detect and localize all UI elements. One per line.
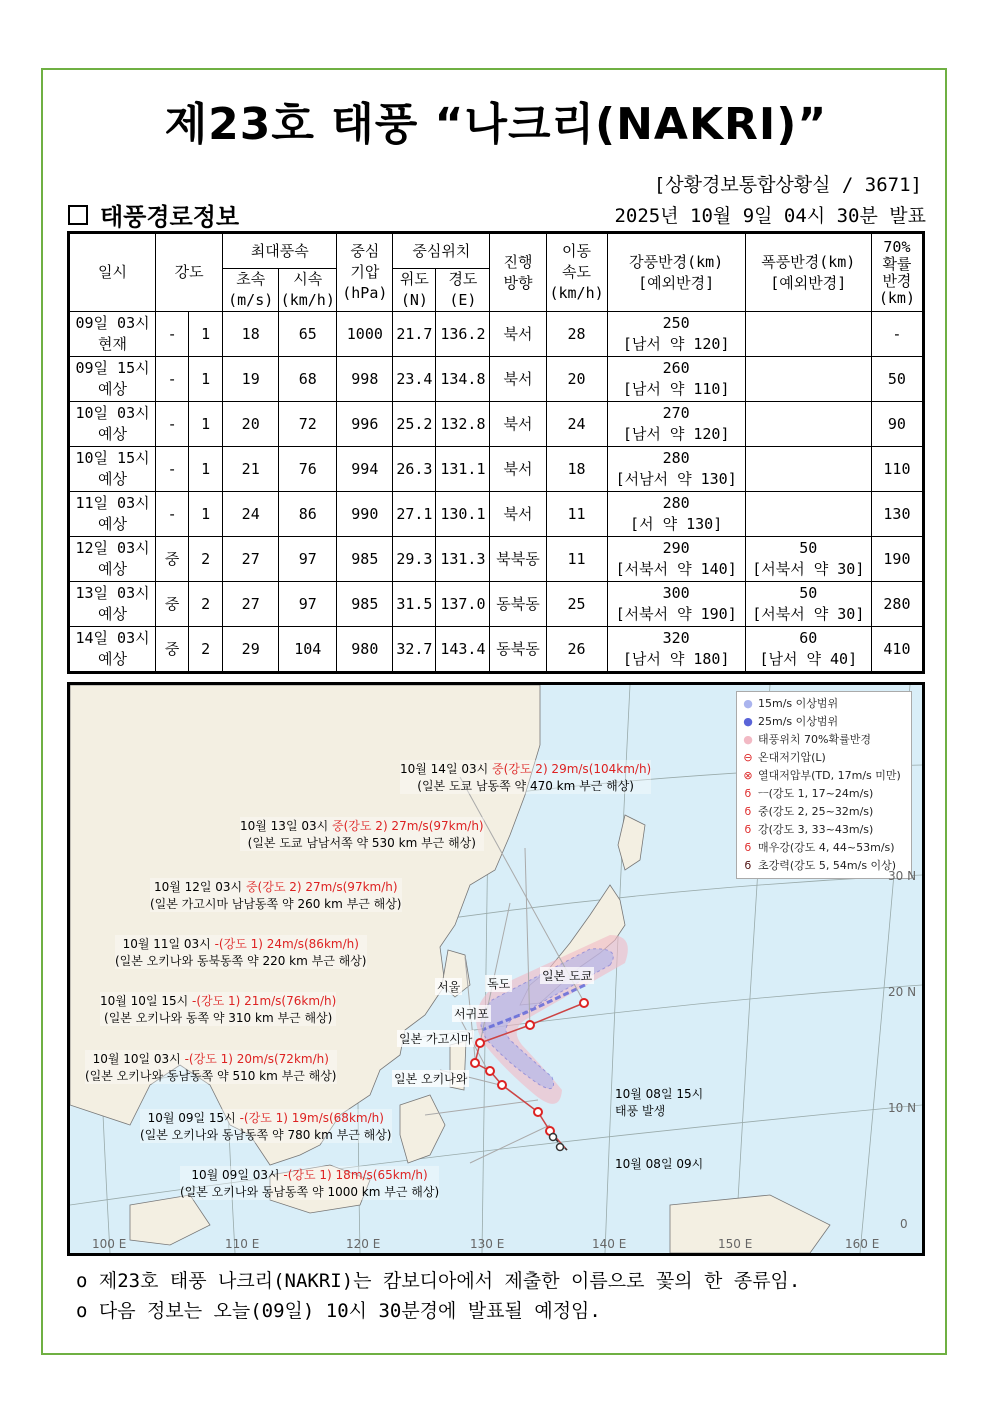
cell-lat: 27.1 — [393, 492, 436, 537]
start-label: 10월 08일 09시 — [615, 1157, 704, 1171]
cell-direction: 북서 — [490, 402, 546, 447]
track-annotation — [140, 1109, 392, 1143]
dark-circle-icon: ● — [743, 715, 753, 728]
table-row — [69, 627, 924, 673]
cell-strong-radius: 260 [남서 약 110] — [607, 357, 745, 402]
cell-strong-radius: 250 [남서 약 120] — [607, 312, 745, 357]
cell-prob: 280 — [871, 582, 923, 627]
cell-wind-ms: 27 — [223, 537, 279, 582]
cell-wind-ms: 19 — [223, 357, 279, 402]
header-datetime: 일시 — [69, 233, 156, 312]
cell-datetime: 14일 03시 예상 — [69, 627, 156, 673]
annotation-time: 10월 12일 03시 — [153, 880, 246, 894]
cell-direction: 북서 — [490, 312, 546, 357]
cell-wind-ms: 20 — [223, 402, 279, 447]
pink-circle-icon: ● — [743, 733, 753, 746]
lon-label: 120 E — [346, 1237, 381, 1251]
cell-strong-radius: 280 [서 약 130] — [607, 492, 745, 537]
annotation-time: 10월 11일 03시 — [122, 937, 215, 951]
table-row — [69, 582, 924, 627]
legend-item — [741, 839, 907, 857]
cell-lon: 131.3 — [436, 537, 490, 582]
header-direction: 진행 방향 — [490, 233, 546, 312]
cell-pressure: 990 — [337, 492, 393, 537]
lat-label: 10 N — [888, 1101, 917, 1115]
typhoon-cat3-icon: ϭ — [744, 823, 752, 836]
annotation-time: 10월 10일 15시 — [100, 994, 193, 1008]
cell-speed: 18 — [546, 447, 607, 492]
annotation-location: (일본 도쿄 남남서쪽 약 530 km 부근 해상) — [247, 836, 476, 850]
legend-item — [741, 803, 907, 821]
cell-direction: 북서 — [490, 492, 546, 537]
cell-intensity-label: - — [156, 447, 189, 492]
cell-storm-radius: 50 [서북서 약 30] — [745, 582, 871, 627]
legend-label: 중(강도 2, 25~32m/s) — [758, 805, 874, 818]
cell-wind-kmh: 97 — [279, 537, 337, 582]
cell-intensity-level: 2 — [189, 582, 223, 627]
cell-storm-radius — [745, 357, 871, 402]
cell-speed: 24 — [546, 402, 607, 447]
track-map — [67, 682, 925, 1256]
cell-pressure: 994 — [337, 447, 393, 492]
cell-lon: 131.1 — [436, 447, 490, 492]
cell-intensity-level: 1 — [189, 447, 223, 492]
cell-prob: 90 — [871, 402, 923, 447]
section-title: 태풍경로정보 — [100, 203, 240, 231]
table-row — [69, 312, 924, 357]
cell-strong-radius: 270 [남서 약 120] — [607, 402, 745, 447]
cell-direction: 동북동 — [490, 582, 546, 627]
cell-intensity-label: - — [156, 402, 189, 447]
header-prob: 70% 확률 반경 (km) — [871, 233, 923, 312]
annotation-time: 10월 09일 03시 — [191, 1168, 284, 1182]
place-seogwipo: 서귀포 — [454, 1007, 489, 1021]
cell-intensity-level: 2 — [189, 627, 223, 673]
legend-item — [741, 749, 907, 767]
track-point — [526, 1021, 534, 1029]
cell-wind-kmh: 68 — [279, 357, 337, 402]
genesis-label: 10월 08일 15시 태풍 발생 — [615, 1087, 704, 1118]
cell-strong-radius: 300 [서북서 약 190] — [607, 582, 745, 627]
table-body — [69, 312, 924, 673]
typhoon-track-table — [67, 231, 925, 674]
annotation-time: 10월 14일 03시 — [400, 762, 493, 776]
cell-wind-kmh: 65 — [279, 312, 337, 357]
header-wind-kmh: 시속 (km/h) — [279, 269, 337, 312]
cell-intensity-label: - — [156, 492, 189, 537]
annotation-intensity: -(강도 1) 18m/s(65km/h) — [283, 1168, 428, 1182]
cell-pressure: 998 — [337, 357, 393, 402]
cell-prob: - — [871, 312, 923, 357]
cell-intensity-level: 1 — [189, 312, 223, 357]
cell-speed: 26 — [546, 627, 607, 673]
cell-storm-radius — [745, 312, 871, 357]
cell-wind-ms: 21 — [223, 447, 279, 492]
place-kagoshima: 일본 가고시마 — [399, 1032, 473, 1046]
extratropical-icon: ⊖ — [743, 751, 753, 764]
cell-datetime: 10일 03시 예상 — [69, 402, 156, 447]
header-max-wind: 최대풍속 — [223, 233, 337, 269]
annotation-intensity: -(강도 1) 19m/s(68km/h) — [239, 1111, 384, 1125]
map-legend — [736, 691, 912, 879]
cell-intensity-label: 중 — [156, 537, 189, 582]
header-speed: 이동 속도 (km/h) — [546, 233, 607, 312]
table-row — [69, 402, 924, 447]
annotation-time: 10월 10일 03시 — [92, 1052, 185, 1066]
track-annotation — [115, 935, 367, 969]
page-title: 제23호 태풍 “나크리(NAKRI)” — [164, 99, 828, 150]
cell-datetime: 12일 03시 예상 — [69, 537, 156, 582]
legend-label: 15m/s 이상범위 — [758, 697, 839, 710]
cell-lon: 130.1 — [436, 492, 490, 537]
annotation-location: (일본 오키나와 동북동쪽 약 220 km 부근 해상) — [115, 954, 367, 968]
cell-speed: 28 — [546, 312, 607, 357]
cell-storm-radius — [745, 402, 871, 447]
cell-prob: 130 — [871, 492, 923, 537]
place-seoul: 서울 — [437, 980, 461, 994]
checkbox-icon — [68, 205, 88, 225]
track-point — [534, 1108, 542, 1116]
cell-direction: 북서 — [490, 357, 546, 402]
annotation-intensity: 중(강도 2) 29m/s(104km/h) — [492, 762, 652, 776]
annotation-location: (일본 오키나와 동남동쪽 약 1000 km 부근 해상) — [180, 1185, 440, 1199]
track-point — [476, 1039, 484, 1047]
cell-datetime: 09일 15시 예상 — [69, 357, 156, 402]
track-annotation — [150, 878, 402, 912]
table-row — [69, 492, 924, 537]
cell-direction: 동북동 — [490, 627, 546, 673]
cell-speed: 11 — [546, 537, 607, 582]
track-point — [580, 999, 588, 1007]
lon-label: 150 E — [718, 1237, 753, 1251]
note-line: o 제23호 태풍 나크리(NAKRI)는 캄보디아에서 제출한 이름으로 꽃의 한 종류임. — [76, 1270, 801, 1292]
legend-item — [741, 785, 907, 803]
cell-lat: 26.3 — [393, 447, 436, 492]
annotation-intensity: -(강도 1) 21m/s(76km/h) — [192, 994, 337, 1008]
cell-prob: 110 — [871, 447, 923, 492]
track-annotation — [240, 817, 484, 851]
legend-label: 25m/s 이상범위 — [758, 715, 839, 728]
cell-wind-kmh: 97 — [279, 582, 337, 627]
table-row — [69, 537, 924, 582]
cell-lon: 134.8 — [436, 357, 490, 402]
header-lat: 위도 (N) — [393, 269, 436, 312]
track-point — [498, 1081, 506, 1089]
lon-label: 130 E — [470, 1237, 505, 1251]
cell-lon: 132.8 — [436, 402, 490, 447]
note-line: o 다음 정보는 오늘(09일) 10시 30분경에 발표될 예정임. — [76, 1300, 601, 1322]
header-strong-radius: 강풍반경(km) [예외반경] — [607, 233, 745, 312]
cell-speed: 11 — [546, 492, 607, 537]
cell-storm-radius: 50 [서북서 약 30] — [745, 537, 871, 582]
annotation-intensity: 중(강도 2) 27m/s(97km/h) — [245, 880, 398, 894]
cell-lat: 23.4 — [393, 357, 436, 402]
cell-strong-radius: 280 [서남서 약 130] — [607, 447, 745, 492]
place-dokdo: 독도 — [487, 977, 511, 991]
cell-pressure: 985 — [337, 582, 393, 627]
section-heading — [68, 197, 239, 232]
cell-intensity-label: 중 — [156, 627, 189, 673]
cell-intensity-level: 2 — [189, 537, 223, 582]
legend-label: 초강력(강도 5, 54m/s 이상) — [758, 859, 897, 872]
cell-pressure: 985 — [337, 537, 393, 582]
cell-wind-kmh: 104 — [279, 627, 337, 673]
cell-datetime: 09일 03시 현재 — [69, 312, 156, 357]
place-tokyo: 일본 도쿄 — [542, 969, 593, 983]
track-point — [471, 1059, 479, 1067]
cell-datetime: 10일 15시 예상 — [69, 447, 156, 492]
legend-label: 태풍위치 70%확률반경 — [758, 733, 871, 746]
legend-item — [741, 713, 907, 731]
light-circle-icon: ● — [743, 697, 753, 710]
cell-lon: 136.2 — [436, 312, 490, 357]
track-annotation — [100, 992, 336, 1026]
annotation-time: 10월 09일 15시 — [147, 1111, 240, 1125]
typhoon-cat2-icon: ϭ — [744, 805, 752, 818]
cell-pressure: 996 — [337, 402, 393, 447]
issued-time: 2025년 10월 9일 04시 30분 발표 — [614, 205, 926, 227]
lon-label: 100 E — [92, 1237, 127, 1251]
annotation-location: (일본 도쿄 남동쪽 약 470 km 부근 해상) — [417, 779, 634, 793]
lon-label: 140 E — [592, 1237, 627, 1251]
lon-label: 160 E — [845, 1237, 880, 1251]
cell-speed: 20 — [546, 357, 607, 402]
legend-label: 강(강도 3, 33~43m/s) — [758, 823, 874, 836]
cell-direction: 북서 — [490, 447, 546, 492]
cell-datetime: 13일 03시 예상 — [69, 582, 156, 627]
header-intensity: 강도 — [156, 233, 223, 312]
lat-label: 0 — [900, 1217, 908, 1231]
td-icon: ⊗ — [743, 769, 753, 782]
cell-wind-ms: 29 — [223, 627, 279, 673]
annotation-location: (일본 오키나와 동남동쪽 약 510 km 부근 해상) — [85, 1069, 337, 1083]
lat-label: 20 N — [888, 985, 917, 999]
cell-speed: 25 — [546, 582, 607, 627]
annotation-location: (일본 오키나와 동쪽 약 310 km 부근 해상) — [104, 1011, 333, 1025]
cell-wind-kmh: 76 — [279, 447, 337, 492]
cell-storm-radius: 60 [남서 약 40] — [745, 627, 871, 673]
lat-label: 30 N — [888, 869, 917, 883]
cell-strong-radius: 290 [서북서 약 140] — [607, 537, 745, 582]
cell-lon: 137.0 — [436, 582, 490, 627]
cell-lat: 32.7 — [393, 627, 436, 673]
cell-intensity-label: - — [156, 312, 189, 357]
cell-strong-radius: 320 [남서 약 180] — [607, 627, 745, 673]
lon-label: 110 E — [225, 1237, 260, 1251]
cell-lat: 21.7 — [393, 312, 436, 357]
cell-pressure: 1000 — [337, 312, 393, 357]
legend-label: 온대저기압(L) — [758, 751, 826, 764]
legend-item — [741, 695, 907, 713]
legend-label: 매우강(강도 4, 44~53m/s) — [758, 841, 895, 854]
annotation-location: (일본 가고시마 남남동쪽 약 260 km 부근 해상) — [150, 897, 402, 911]
cell-datetime: 11일 03시 예상 — [69, 492, 156, 537]
cell-wind-ms: 24 — [223, 492, 279, 537]
cell-intensity-level: 1 — [189, 357, 223, 402]
track-annotation — [180, 1166, 439, 1200]
notes — [76, 1266, 800, 1326]
cell-intensity-label: 중 — [156, 582, 189, 627]
cell-prob: 50 — [871, 357, 923, 402]
header-lon: 경도 (E) — [436, 269, 490, 312]
legend-item — [741, 821, 907, 839]
track-point — [486, 1067, 494, 1075]
header-wind-ms: 초속 (m/s) — [223, 269, 279, 312]
cell-wind-ms: 27 — [223, 582, 279, 627]
cell-storm-radius — [745, 447, 871, 492]
office-label: [상황경보통합상황실 / 3671] — [653, 174, 922, 196]
cell-wind-kmh: 86 — [279, 492, 337, 537]
track-annotation — [400, 760, 651, 794]
cell-prob: 410 — [871, 627, 923, 673]
typhoon-cat4-icon: ϭ — [744, 841, 752, 854]
past-track-point — [550, 1134, 557, 1141]
cell-lat: 25.2 — [393, 402, 436, 447]
cell-lat: 29.3 — [393, 537, 436, 582]
annotation-intensity: 중(강도 2) 27m/s(97km/h) — [332, 819, 484, 833]
header-storm-radius: 폭풍반경(km) [예외반경] — [745, 233, 871, 312]
header-pressure: 중심 기압 (hPa) — [337, 233, 393, 312]
cell-intensity-level: 1 — [189, 402, 223, 447]
annotation-time: 10월 13일 03시 — [240, 819, 333, 833]
typhoon-cat5-icon: ϭ — [744, 859, 752, 872]
cell-storm-radius — [745, 492, 871, 537]
cell-intensity-label: - — [156, 357, 189, 402]
past-track-point — [557, 1144, 564, 1151]
cell-prob: 190 — [871, 537, 923, 582]
table-row — [69, 447, 924, 492]
annotation-location: (일본 오키나와 동남동쪽 약 780 km 부근 해상) — [140, 1128, 392, 1142]
header-center: 중심위치 — [393, 233, 490, 269]
legend-item — [741, 767, 907, 785]
cell-direction: 북북동 — [490, 537, 546, 582]
legend-label: 열대저압부(TD, 17m/s 미만) — [758, 769, 901, 782]
typhoon-cat1-icon: ϭ — [744, 787, 752, 800]
legend-item — [741, 857, 907, 875]
annotation-intensity: -(강도 1) 24m/s(86km/h) — [214, 937, 359, 951]
legend-label: ㅡ(강도 1, 17~24m/s) — [758, 787, 874, 800]
cell-lon: 143.4 — [436, 627, 490, 673]
cell-wind-ms: 18 — [223, 312, 279, 357]
cell-intensity-level: 1 — [189, 492, 223, 537]
cell-lat: 31.5 — [393, 582, 436, 627]
table-row — [69, 357, 924, 402]
place-okinawa: 일본 오키나와 — [394, 1072, 468, 1086]
cell-pressure: 980 — [337, 627, 393, 673]
cell-wind-kmh: 72 — [279, 402, 337, 447]
track-annotation — [85, 1050, 337, 1084]
legend-item — [741, 731, 907, 749]
annotation-intensity: -(강도 1) 20m/s(72km/h) — [184, 1052, 329, 1066]
